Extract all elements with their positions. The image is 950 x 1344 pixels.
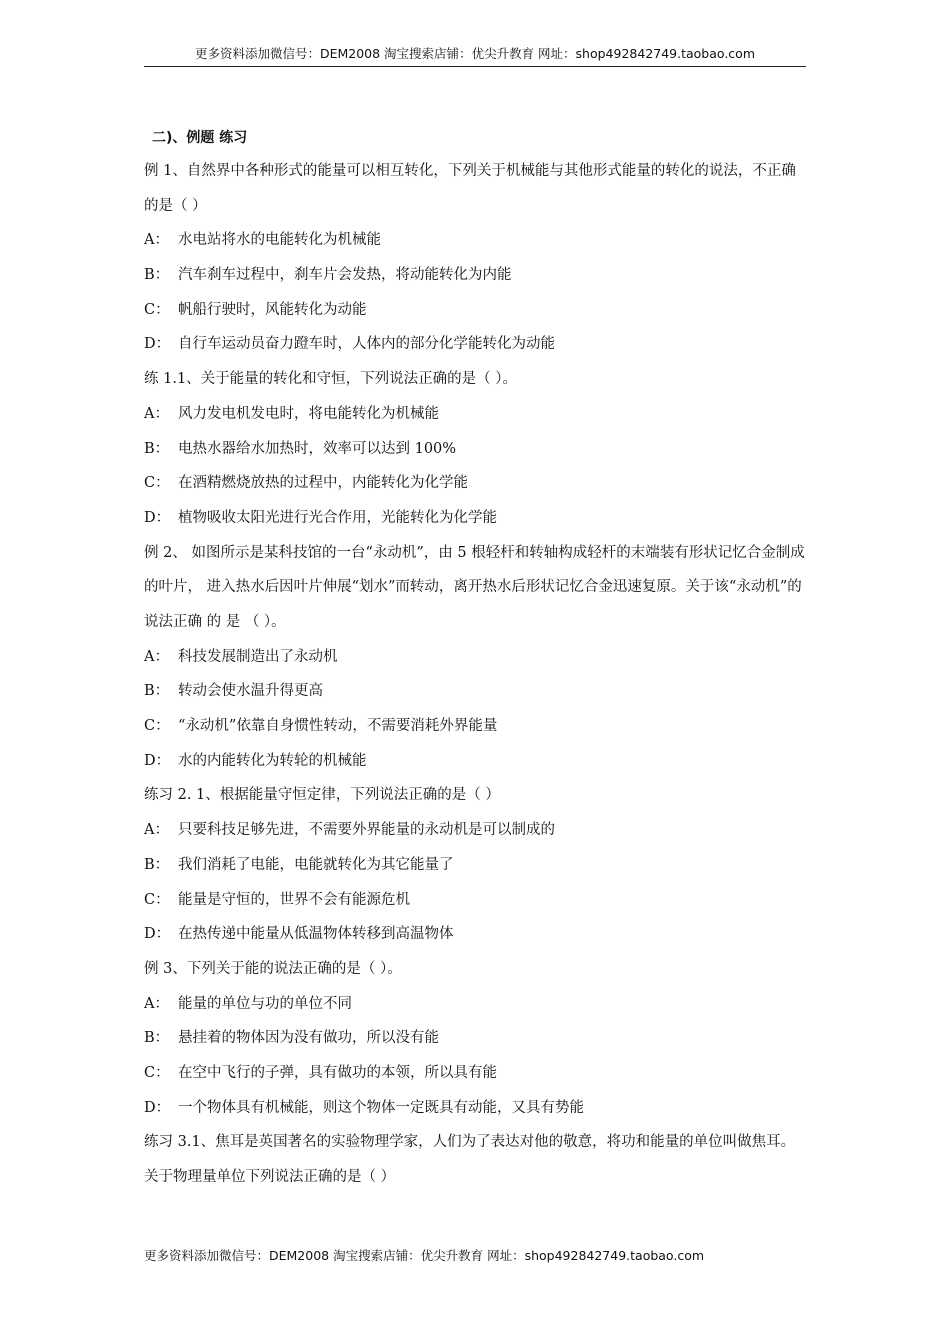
option-label: C：	[144, 301, 170, 318]
option-a	[144, 223, 808, 258]
option-b	[144, 432, 808, 467]
option-text: 电热水器给水加热时，效率可以达到 100%	[178, 440, 457, 457]
option-text: 在空中飞行的子弹，具有做功的本领，所以具有能	[178, 1065, 497, 1081]
option-label: B：	[144, 267, 170, 284]
option-text: 一个物体具有机械能，则这个物体一定既具有动能，又具有势能	[178, 1099, 584, 1116]
option-text: 科技发展制造出了永动机	[178, 648, 338, 665]
option-text: “永动机”依靠自身惯性转动，不需要消耗外界能量	[178, 718, 498, 735]
option-text: 能量的单位与功的单位不同	[178, 995, 352, 1012]
option-label: B：	[144, 856, 170, 873]
option-text: 帆船行驶时，风能转化为动能	[178, 301, 367, 318]
option-b	[144, 848, 808, 883]
option-label: D：	[144, 926, 171, 943]
question-stem: 例 2、 如图所示是某科技馆的一台“永动机”，由 5 根轻杆和转轴构成轻杆的末端装有形状记忆合金制成的叶片， 进入热水后因叶片伸展“划水”而转动，离开热水后形状记忆合金迅速复原。关于该“永动机”的说法正确 的 是 （ ）。	[144, 544, 805, 631]
option-a	[144, 987, 808, 1022]
option-label: A：	[144, 232, 169, 249]
option-c	[144, 293, 808, 328]
option-label: D：	[144, 336, 171, 353]
option-text: 水电站将水的电能转化为机械能	[178, 232, 381, 249]
option-d	[144, 917, 808, 952]
question-practice-2-1	[144, 778, 808, 951]
question-stem: 例 3、下列关于能的说法正确的是（ ）。	[144, 960, 402, 977]
question-example-2	[144, 536, 808, 779]
section-title: 二)、例题 练习	[152, 130, 248, 146]
question-stem: 练习 3.1、焦耳是英国著名的实验物理学家，人们为了表达对他的敬意，将功和能量的单位叫做焦耳。关于物理量单位下列说法正确的是（ ）	[144, 1134, 796, 1186]
option-d	[144, 327, 808, 362]
question-stem: 练 1.1、关于能量的转化和守恒，下列说法正确的是（ ）。	[144, 371, 518, 388]
option-label: A：	[144, 405, 169, 422]
option-b	[144, 258, 808, 293]
question-example-3	[144, 952, 808, 1125]
option-label: A：	[144, 822, 169, 839]
question-example-1	[144, 154, 808, 362]
page-footer: 更多资料添加微信号：DEM2008 淘宝搜索店铺：优尖升教育 网址：shop492842749.taobao.com	[144, 1248, 705, 1263]
option-text: 汽车刹车过程中，刹车片会发热，将动能转化为内能	[178, 267, 512, 284]
option-label: B：	[144, 683, 170, 700]
option-text: 水的内能转化为转轮的机械能	[178, 752, 367, 769]
option-label: C：	[144, 891, 170, 908]
option-label: C：	[144, 1065, 170, 1081]
option-text: 自行车运动员奋力蹬车时，人体内的部分化学能转化为动能	[178, 336, 555, 353]
option-c	[144, 709, 808, 744]
option-d	[144, 1091, 808, 1126]
option-label: D：	[144, 752, 171, 769]
option-b	[144, 1021, 808, 1056]
document-body	[144, 122, 808, 1195]
option-c	[144, 466, 808, 501]
option-text: 在热传递中能量从低温物体转移到高温物体	[178, 926, 454, 943]
option-a	[144, 813, 808, 848]
question-stem: 例 1、自然界中各种形式的能量可以相互转化，下列关于机械能与其他形式能量的转化的说法，不正确的是（ ）	[144, 163, 796, 214]
option-c	[144, 883, 808, 918]
option-label: B：	[144, 1030, 170, 1047]
option-d	[144, 501, 808, 536]
option-text: 植物吸收太阳光进行光合作用，光能转化为化学能	[178, 509, 497, 526]
option-text: 只要科技足够先进，不需要外界能量的永动机是可以制成的	[178, 822, 555, 839]
option-text: 在酒精燃烧放热的过程中，内能转化为化学能	[178, 475, 468, 492]
question-practice-3-1	[144, 1125, 808, 1194]
option-label: A：	[144, 648, 169, 665]
option-text: 我们消耗了电能，电能就转化为其它能量了	[178, 856, 454, 873]
option-label: C：	[144, 475, 170, 492]
option-label: B：	[144, 440, 170, 457]
page-header: 更多资料添加微信号：DEM2008 淘宝搜索店铺：优尖升教育 网址：shop492842749.taobao.com	[144, 44, 806, 67]
option-d	[144, 744, 808, 779]
option-label: D：	[144, 509, 171, 526]
option-text: 风力发电机发电时，将电能转化为机械能	[178, 405, 439, 422]
option-a	[144, 640, 808, 675]
option-b	[144, 674, 808, 709]
option-text: 能量是守恒的，世界不会有能源危机	[178, 891, 410, 908]
question-stem: 练习 2. 1、根据能量守恒定律，下列说法正确的是（ ）	[144, 787, 500, 804]
option-label: A：	[144, 995, 169, 1012]
option-c	[144, 1056, 808, 1091]
question-practice-1-1	[144, 362, 808, 535]
option-label: D：	[144, 1099, 171, 1116]
option-a	[144, 397, 808, 432]
option-text: 转动会使水温升得更高	[178, 683, 323, 700]
option-label: C：	[144, 718, 170, 735]
option-text: 悬挂着的物体因为没有做功，所以没有能	[178, 1030, 439, 1047]
